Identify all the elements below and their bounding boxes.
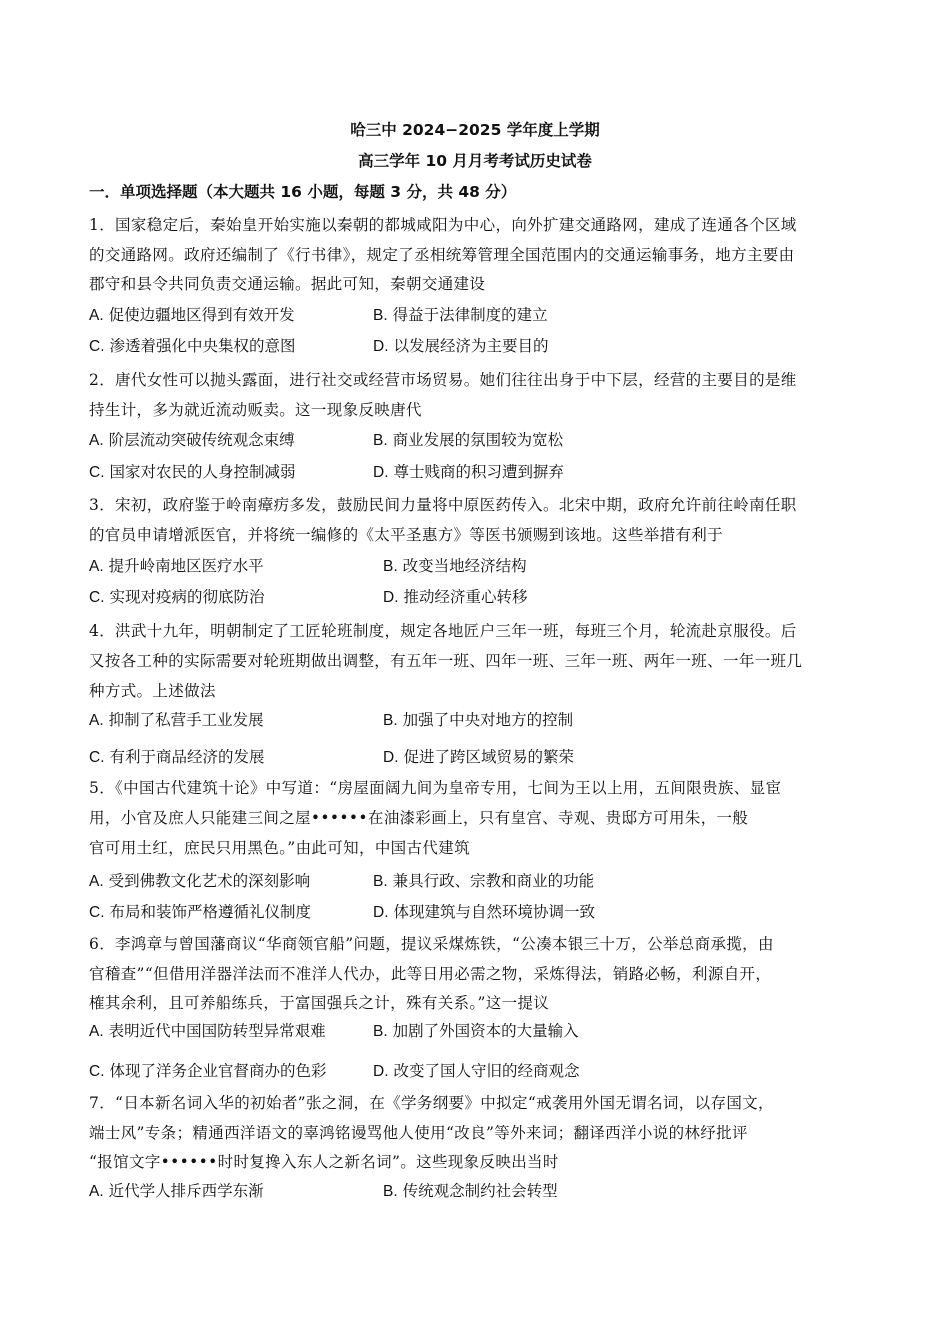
- option-letter: A.: [89, 558, 104, 575]
- question-5-option-d: [373, 900, 595, 922]
- question-1-option-c: [89, 334, 295, 356]
- question-6-line-1: 6．李鸿章与曾国藩商议“华商领官船”问题，提议采煤炼铁，“公凑本银三十万，公举总商承揽，由: [89, 935, 774, 953]
- question-7-line-3: “报馆文字••••••时时复搀入东人之新名词”。这些现象反映出当时: [89, 1153, 559, 1171]
- question-4-line-1: 4．洪武十九年，明朝制定了工匠轮班制度，规定各地匠户三年一班，每班三个月，轮流赴京服役。后: [89, 622, 797, 640]
- option-letter: B.: [373, 432, 388, 449]
- option-letter: B.: [383, 558, 398, 575]
- option-text: 受到佛教文化艺术的深刻影响: [108, 872, 311, 890]
- question-3-line-1: 3．宋初，政府鉴于岭南瘴疠多发，鼓励民间力量将中原医药传入。北宋中期，政府允许前往岭南任职: [89, 496, 797, 514]
- option-text: 提升岭南地区医疗水平: [108, 557, 264, 575]
- question-4-line-3: 种方式。上述做法: [89, 682, 216, 700]
- option-letter: D.: [373, 464, 389, 481]
- section-heading: 一．单项选择题（本大题共 16 小题，每题 3 分，共 48 分）: [89, 183, 517, 201]
- option-text: 近代学人排斥西学东渐: [108, 1182, 264, 1200]
- question-5-line-3: 官可用土红，庶民只用黑色。”由此可知，中国古代建筑: [89, 839, 470, 857]
- question-6-option-a: [89, 1019, 326, 1041]
- option-letter: C.: [89, 904, 105, 921]
- question-7-line-1: 7．“日本新名词入华的初始者”张之洞，在《学务纲要》中拟定“戒袭用外国无谓名词，以存国文，: [89, 1094, 774, 1112]
- option-letter: D.: [383, 749, 399, 766]
- option-text: 商业发展的氛围较为宽松: [392, 431, 564, 449]
- question-4-option-d: [383, 745, 574, 767]
- option-text: 抑制了私营手工业发展: [108, 711, 264, 729]
- option-text: 实现对疫病的彻底防治: [109, 588, 265, 606]
- question-1-option-a: [89, 303, 295, 325]
- question-4-option-c: [89, 745, 264, 767]
- option-letter: A.: [89, 1023, 104, 1040]
- option-text: 促进了跨区域贸易的繁荣: [403, 748, 574, 766]
- option-text: 体现建筑与自然环境协调一致: [393, 903, 595, 921]
- question-2-option-a: [89, 428, 295, 450]
- option-text: 表明近代中国国防转型异常艰难: [108, 1022, 326, 1040]
- question-7-line-2: 端士风”专条；精通西洋语文的辜鸿铭谩骂他人使用“改良”等外来词；翻译西洋小说的林纾批评: [89, 1124, 748, 1142]
- option-letter: C.: [89, 589, 105, 606]
- option-letter: A.: [89, 432, 104, 449]
- question-6-line-3: 榷其余利，且可养船练兵，于富国强兵之计，殊有关系。”这一提议: [89, 994, 550, 1012]
- option-letter: A.: [89, 873, 104, 890]
- question-1-line-2: 的交通路网。政府还编制了《行书律》，规定了丞相统筹管理全国范围内的交通运输事务，地方主要由: [89, 246, 795, 264]
- option-text: 促使边疆地区得到有效开发: [108, 306, 295, 324]
- question-4-line-2: 又按各工种的实际需要对轮班期做出调整，有五年一班、四年一班、三年一班、两年一班、一年一班几: [89, 652, 803, 670]
- question-6-option-b: [373, 1019, 579, 1041]
- option-letter: B.: [383, 1183, 398, 1200]
- question-2-option-b: [373, 428, 563, 450]
- question-6-option-d: [373, 1059, 579, 1081]
- question-3-option-c: [89, 585, 264, 607]
- option-text: 得益于法律制度的建立: [392, 306, 548, 324]
- question-2-option-d: [373, 460, 564, 482]
- option-letter: B.: [383, 712, 398, 729]
- question-3-option-a: [89, 554, 264, 576]
- question-3-option-b: [383, 554, 527, 576]
- question-6-line-2: 官稽查”“但借用洋器洋法而不准洋人代办，此等日用必需之物，采炼得法，销路必畅，利源自开，: [89, 965, 772, 983]
- question-5-line-1: 5．《中国古代建筑十论》中写道：“房屋面阔九间为皇帝专用，七间为王以上用，五间限贵族、显宦: [89, 779, 782, 797]
- question-2-line-1: 2．唐代女性可以抛头露面，进行社交或经营市场贸易。她们往往出身于中下层，经营的主要目的是维: [89, 371, 797, 389]
- option-letter: D.: [383, 589, 399, 606]
- question-5-option-a: [89, 869, 310, 891]
- question-1-option-d: [373, 334, 548, 356]
- question-5-line-2: 用，小官及庶人只能建三间之屋••••••在油漆彩画上，只有皇宫、寺观、贵邸方可用朱，一般: [89, 809, 749, 827]
- question-5-option-c: [89, 900, 311, 922]
- option-text: 兼具行政、宗教和商业的功能: [392, 872, 595, 890]
- option-letter: A.: [89, 1183, 104, 1200]
- exam-title-line2: 高三学年 10 月月考考试历史试卷: [358, 152, 592, 170]
- option-letter: A.: [89, 712, 104, 729]
- option-text: 阶层流动突破传统观念束缚: [108, 431, 295, 449]
- option-letter: B.: [373, 1023, 388, 1040]
- option-text: 改变了国人守旧的经商观念: [393, 1062, 580, 1080]
- question-5-option-b: [373, 869, 594, 891]
- question-1-line-1: 1．国家稳定后，秦始皇开始实施以秦朝的都城咸阳为中心，向外扩建交通路网，建成了连通各个区域: [89, 216, 797, 234]
- option-text: 推动经济重心转移: [403, 588, 528, 606]
- question-2-option-c: [89, 460, 295, 482]
- question-4-option-b: [383, 708, 573, 730]
- option-text: 布局和装饰严格遵循礼仪制度: [109, 903, 311, 921]
- option-letter: C.: [89, 1063, 105, 1080]
- option-letter: C.: [89, 338, 105, 355]
- question-1-line-3: 郡守和县令共同负责交通运输。据此可知，秦朝交通建设: [89, 275, 486, 293]
- option-text: 渗透着强化中央集权的意图: [109, 337, 296, 355]
- option-letter: D.: [373, 1063, 389, 1080]
- question-7-option-a: [89, 1179, 264, 1201]
- option-text: 有利于商品经济的发展: [109, 748, 265, 766]
- option-letter: B.: [373, 307, 388, 324]
- option-text: 传统观念制约社会转型: [402, 1182, 558, 1200]
- option-text: 国家对农民的人身控制减弱: [109, 463, 296, 481]
- question-1-option-b: [373, 303, 548, 325]
- option-letter: C.: [89, 749, 105, 766]
- option-letter: A.: [89, 307, 104, 324]
- option-text: 改变当地经济结构: [402, 557, 527, 575]
- question-3-line-2: 的官员申请增派医官，并将统一编修的《太平圣惠方》等医书颁赐到该地。这些举措有利于: [89, 526, 724, 544]
- option-letter: D.: [373, 338, 389, 355]
- option-letter: C.: [89, 464, 105, 481]
- option-text: 以发展经济为主要目的: [393, 337, 549, 355]
- question-3-option-d: [383, 585, 527, 607]
- option-letter: D.: [373, 904, 389, 921]
- option-letter: B.: [373, 873, 388, 890]
- option-text: 加剧了外国资本的大量输入: [392, 1022, 579, 1040]
- question-7-option-b: [383, 1179, 558, 1201]
- question-2-line-2: 持生计，多为就近流动贩卖。这一现象反映唐代: [89, 401, 422, 419]
- option-text: 加强了中央对地方的控制: [402, 711, 574, 729]
- option-text: 体现了洋务企业官督商办的色彩: [109, 1062, 327, 1080]
- exam-title-line1: 哈三中 2024−2025 学年度上学期: [350, 121, 600, 139]
- question-6-option-c: [89, 1059, 326, 1081]
- option-text: 尊士贱商的积习遭到摒弃: [393, 463, 564, 481]
- question-4-option-a: [89, 708, 264, 730]
